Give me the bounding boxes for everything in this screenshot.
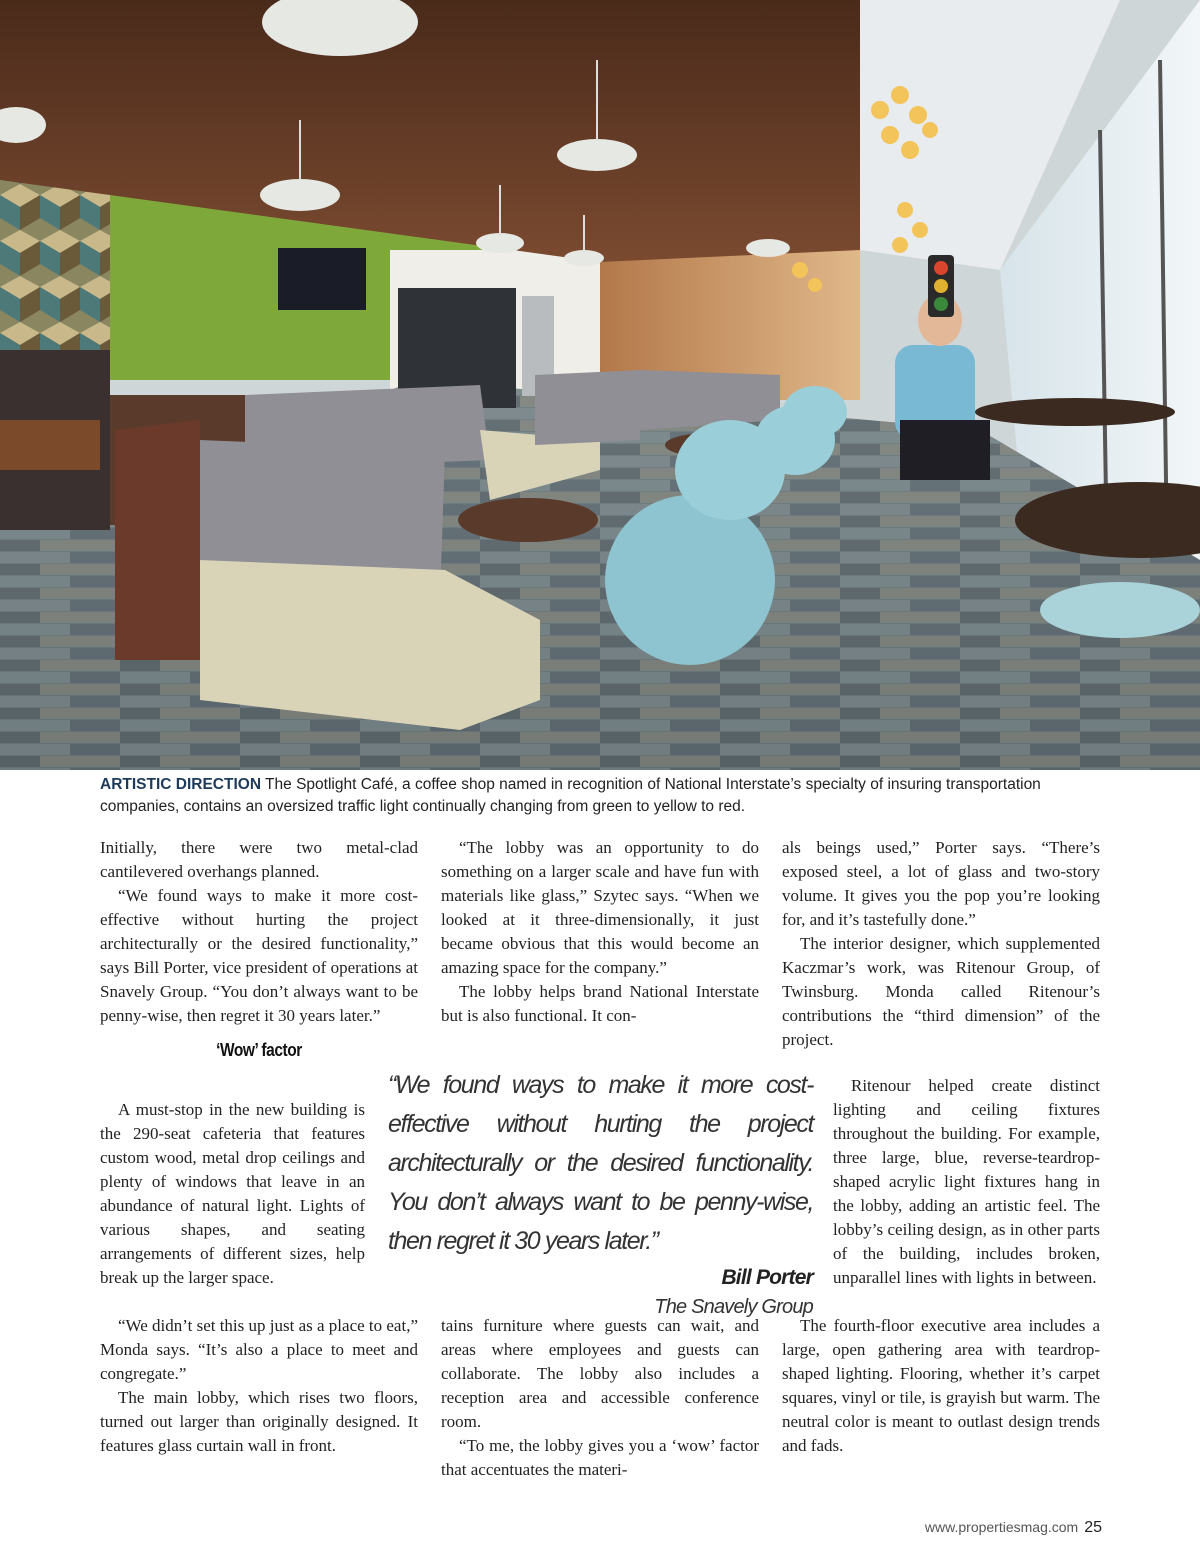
photo-caption [100,774,1110,818]
article-column-1 [100,836,418,1064]
cafe-photo-illustration [0,0,1200,770]
paragraph: “We found ways to make it more cost-effective without hurting the project architecturally or the desired functionality,” says Bill Porter, vice president of operations at Snavely Group. “You don’t always want to be penny-wise, then regret it 30 years later.” [100,886,418,1025]
paragraph: tains furniture where guests can wait, and areas where employees and guests can collaborate. The lobby also includes a reception area and accessible conference room. [441,1316,759,1431]
article-column-2 [441,836,759,1028]
paragraph: “We didn’t set this up just as a place to eat,” Monda says. “It’s also a place to meet and congregate.” [100,1316,418,1383]
paragraph: A must-stop in the new building is the 290-seat cafeteria that features custom wood, metal drop ceilings and plenty of windows that leave in an abundance of natural light. Lights of various shapes, and seating arrangements of different sizes, help break up the larger space. [100,1100,365,1287]
article-column-3-wrap [833,1074,1100,1290]
cafe-photo [0,0,1200,770]
paragraph: Ritenour helped create distinct lighting and ceiling fixtures throughout the building. For example, three large, blue, reverse-teardrop-shaped acrylic light fixtures hang in the lobby, adding an artistic feel. The lobby’s ceiling design, as in other parts of the building, includes broken, unparallel lines with lights in between. [833,1076,1100,1287]
paragraph: “To me, the lobby gives you a ‘wow’ factor that accentuates the materi- [441,1436,759,1479]
paragraph: “The lobby was an opportunity to do something on a larger scale and have fun with materials like glass,” Szytec says. “When we looked at it three-dimensionally, it just became obvious that this would become an amazing space for the company.” [441,838,759,977]
pull-quote [388,1066,813,1321]
caption-text: The Spotlight Café, a coffee shop named in recognition of National Interstate’s specialty of insuring transportation companies, contains an oversized traffic light continually changing from green to yellow to red. [100,776,1041,815]
footer-url[interactable]: www.propertiesmag.com [924,1519,1079,1535]
section-heading: ‘Wow’ factor [216,1040,302,1060]
paragraph: Initially, there were two metal-clad cantilevered overhangs planned. [100,838,418,881]
pull-quote-text: “We found ways to make it more cost-effective without hurting the project architecturally or the desired functionality. You don’t always want to be penny-wise, then regret it 30 years later.” [388,1071,813,1255]
page-footer [925,1519,1102,1537]
paragraph: als beings used,” Porter says. “There’s exposed steel, a lot of glass and two-story volume. It gives you the pop you’re looking for, and it’s tastefully done.” [782,838,1100,929]
caption-lead: ARTISTIC DIRECTION [100,776,262,793]
article-column-1-lower [100,1314,418,1458]
article-column-1-wrap [100,1098,365,1290]
pull-quote-name: Bill Porter [721,1266,813,1289]
paragraph: The fourth-floor executive area includes a large, open gathering area with teardrop-shaped lighting. Flooring, whether it’s carpet squares, vinyl or tile, is grayish but warm. The neutral color is meant to outlast design trends and fads. [782,1316,1100,1455]
paragraph: The main lobby, which rises two floors, turned out larger than originally designed. It features glass curtain wall in front. [100,1388,418,1455]
pull-quote-org: The Snavely Group [654,1296,813,1318]
article-column-2-lower [441,1314,759,1482]
paragraph: The interior designer, which supplemented Kaczmar’s work, was Ritenour Group, of Twinsburg. Monda called Ritenour’s contributions the “third dimension” of the project. [782,934,1100,1049]
article-column-3 [782,836,1100,1052]
page-number: 25 [1084,1519,1102,1536]
paragraph: The lobby helps brand National Interstate but is also functional. It con- [441,982,759,1025]
article-column-3-lower [782,1314,1100,1458]
